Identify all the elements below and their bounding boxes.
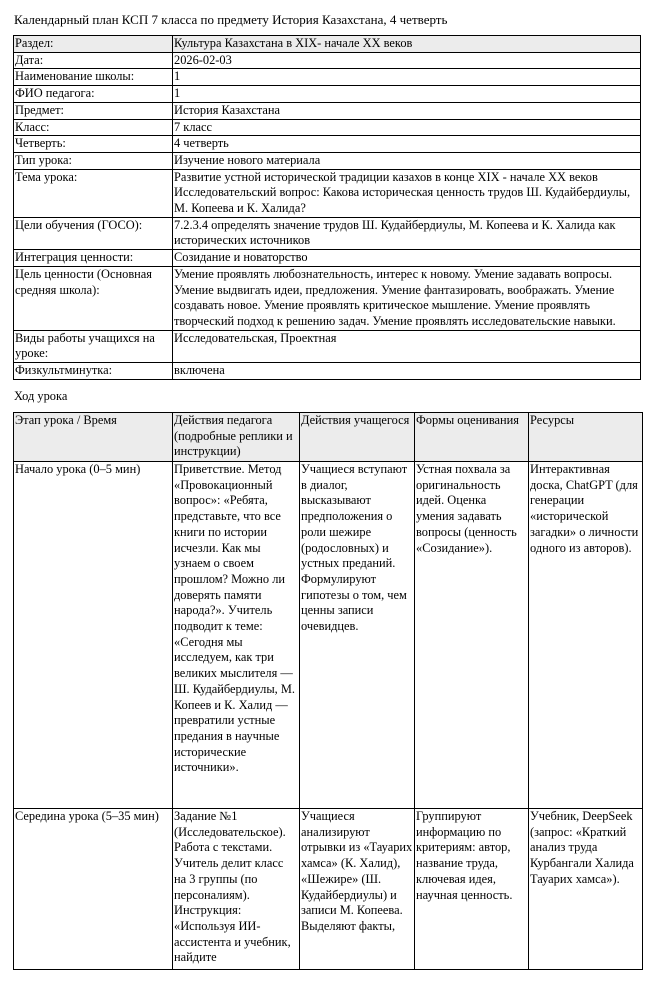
info-row <box>14 363 641 380</box>
info-label: Цель ценности (Основная средняя школа): <box>14 266 173 330</box>
header-assessment: Формы оценивания <box>415 413 529 462</box>
info-value: 7.2.3.4 определять значение трудов Ш. Кудайбердиулы, М. Копеева и К. Халида как исторических источников <box>173 217 641 249</box>
info-value: 7 класс <box>173 119 641 136</box>
table-row <box>14 462 643 809</box>
table-row <box>14 809 643 970</box>
header-teacher-actions: Действия педагога (подробные реплики и инструкции) <box>173 413 300 462</box>
info-row <box>14 217 641 249</box>
header-stage: Этап урока / Время <box>14 413 173 462</box>
info-label: Наименование школы: <box>14 69 173 86</box>
info-label: Раздел: <box>14 36 173 53</box>
info-row <box>14 36 641 53</box>
info-row <box>14 169 641 217</box>
info-value: включена <box>173 363 641 380</box>
info-row <box>14 152 641 169</box>
info-value: Созидание и новаторство <box>173 250 641 267</box>
info-label: Тип урока: <box>14 152 173 169</box>
info-value: 4 четверть <box>173 136 641 153</box>
teacher-actions-cell: Приветствие. Метод «Провокационный вопрос»: «Ребята, представьте, что все книги по истории исчезли. Как мы узнаем о своем прошлом? Можно ли доверять памяти народа?». Учитель подводит к теме: «Сегодня мы исследуем, как три великих мыслителя — Ш. Кудайбердиулы, М. Копеев и К. Халид — превратили устные предания в научные исторические источники». <box>173 462 300 809</box>
assessment-cell: Устная похвала за оригинальность идей. Оценка умения задавать вопросы (ценность «Созидание»). <box>415 462 529 809</box>
info-row <box>14 52 641 69</box>
stage-cell: Начало урока (0–5 мин) <box>14 462 173 809</box>
info-label: ФИО педагога: <box>14 86 173 103</box>
info-value: Исследовательская, Проектная <box>173 330 641 362</box>
info-label: Дата: <box>14 52 173 69</box>
info-label: Класс: <box>14 119 173 136</box>
info-label: Четверть: <box>14 136 173 153</box>
info-label: Предмет: <box>14 102 173 119</box>
lesson-info-table <box>13 35 641 380</box>
resources-cell: Интерактивная доска, ChatGPT (для генерации «исторической загадки» о личности одного из авторов). <box>529 462 643 809</box>
info-value: Изучение нового материала <box>173 152 641 169</box>
lesson-header-row <box>14 413 643 462</box>
info-row <box>14 86 641 103</box>
document-title: Календарный план КСП 7 класса по предмету История Казахстана, 4 четверть <box>14 12 448 27</box>
info-row <box>14 102 641 119</box>
info-row <box>14 136 641 153</box>
info-label: Тема урока: <box>14 169 173 217</box>
stage-cell: Середина урока (5–35 мин) <box>14 809 173 970</box>
info-row <box>14 69 641 86</box>
info-label: Интеграция ценности: <box>14 250 173 267</box>
info-value: 1 <box>173 69 641 86</box>
info-row <box>14 119 641 136</box>
info-row <box>14 330 641 362</box>
info-row <box>14 250 641 267</box>
info-label: Виды работы учащихся на уроке: <box>14 330 173 362</box>
info-value: 1 <box>173 86 641 103</box>
info-value: Умение проявлять любознательность, интерес к новому. Умение задавать вопросы. Умение выдвигать идеи, предложения. Умение фантазировать, воображать. Умение создавать новое. Умение проявлять критическое мышление. Умение проявлять творческий подход к решению задач. Умение проявлять исследовательские навыки. <box>173 266 641 330</box>
info-row <box>14 266 641 330</box>
info-label: Цели обучения (ГОСО): <box>14 217 173 249</box>
header-resources: Ресурсы <box>529 413 643 462</box>
student-actions-cell: Учащиеся вступают в диалог, высказывают предположения о роли шежире (родословных) и устных преданий. Формулируют гипотезы о том, чем ценны записи очевидцев. <box>300 462 415 809</box>
student-actions-cell: Учащиеся анализируют отрывки из «Тауарих хамса» (К. Халид), «Шежире» (Ш. Кудайбердиулы) и записи М. Копеева. Выделяют факты, <box>300 809 415 970</box>
teacher-actions-cell: Задание №1 (Исследовательское). Работа с текстами. Учитель делит класс на 3 группы (по персоналиям). Инструкция: «Используя ИИ-ассистента и учебник, найдите <box>173 809 300 970</box>
info-value: Культура Казахстана в XIX- начале XX веков <box>173 36 641 53</box>
info-label: Физкультминутка: <box>14 363 173 380</box>
info-value: Развитие устной исторической традиции казахов в конце XIX - начале XX веков Исследовательский вопрос: Какова историческая ценность трудов Ш. Кудайбердиулы, М. Копеева и К. Халида? <box>173 169 641 217</box>
info-value: 2026-02-03 <box>173 52 641 69</box>
header-student-actions: Действия учащегося <box>300 413 415 462</box>
lesson-flow-table <box>13 412 643 970</box>
resources-cell: Учебник, DeepSeek (запрос: «Краткий анализ труда Курбангали Халида Тауарих хамса»). <box>529 809 643 970</box>
assessment-cell: Группируют информацию по критериям: автор, название труда, ключевая идея, научная ценность. <box>415 809 529 970</box>
lesson-flow-caption: Ход урока <box>14 389 68 403</box>
info-value: История Казахстана <box>173 102 641 119</box>
